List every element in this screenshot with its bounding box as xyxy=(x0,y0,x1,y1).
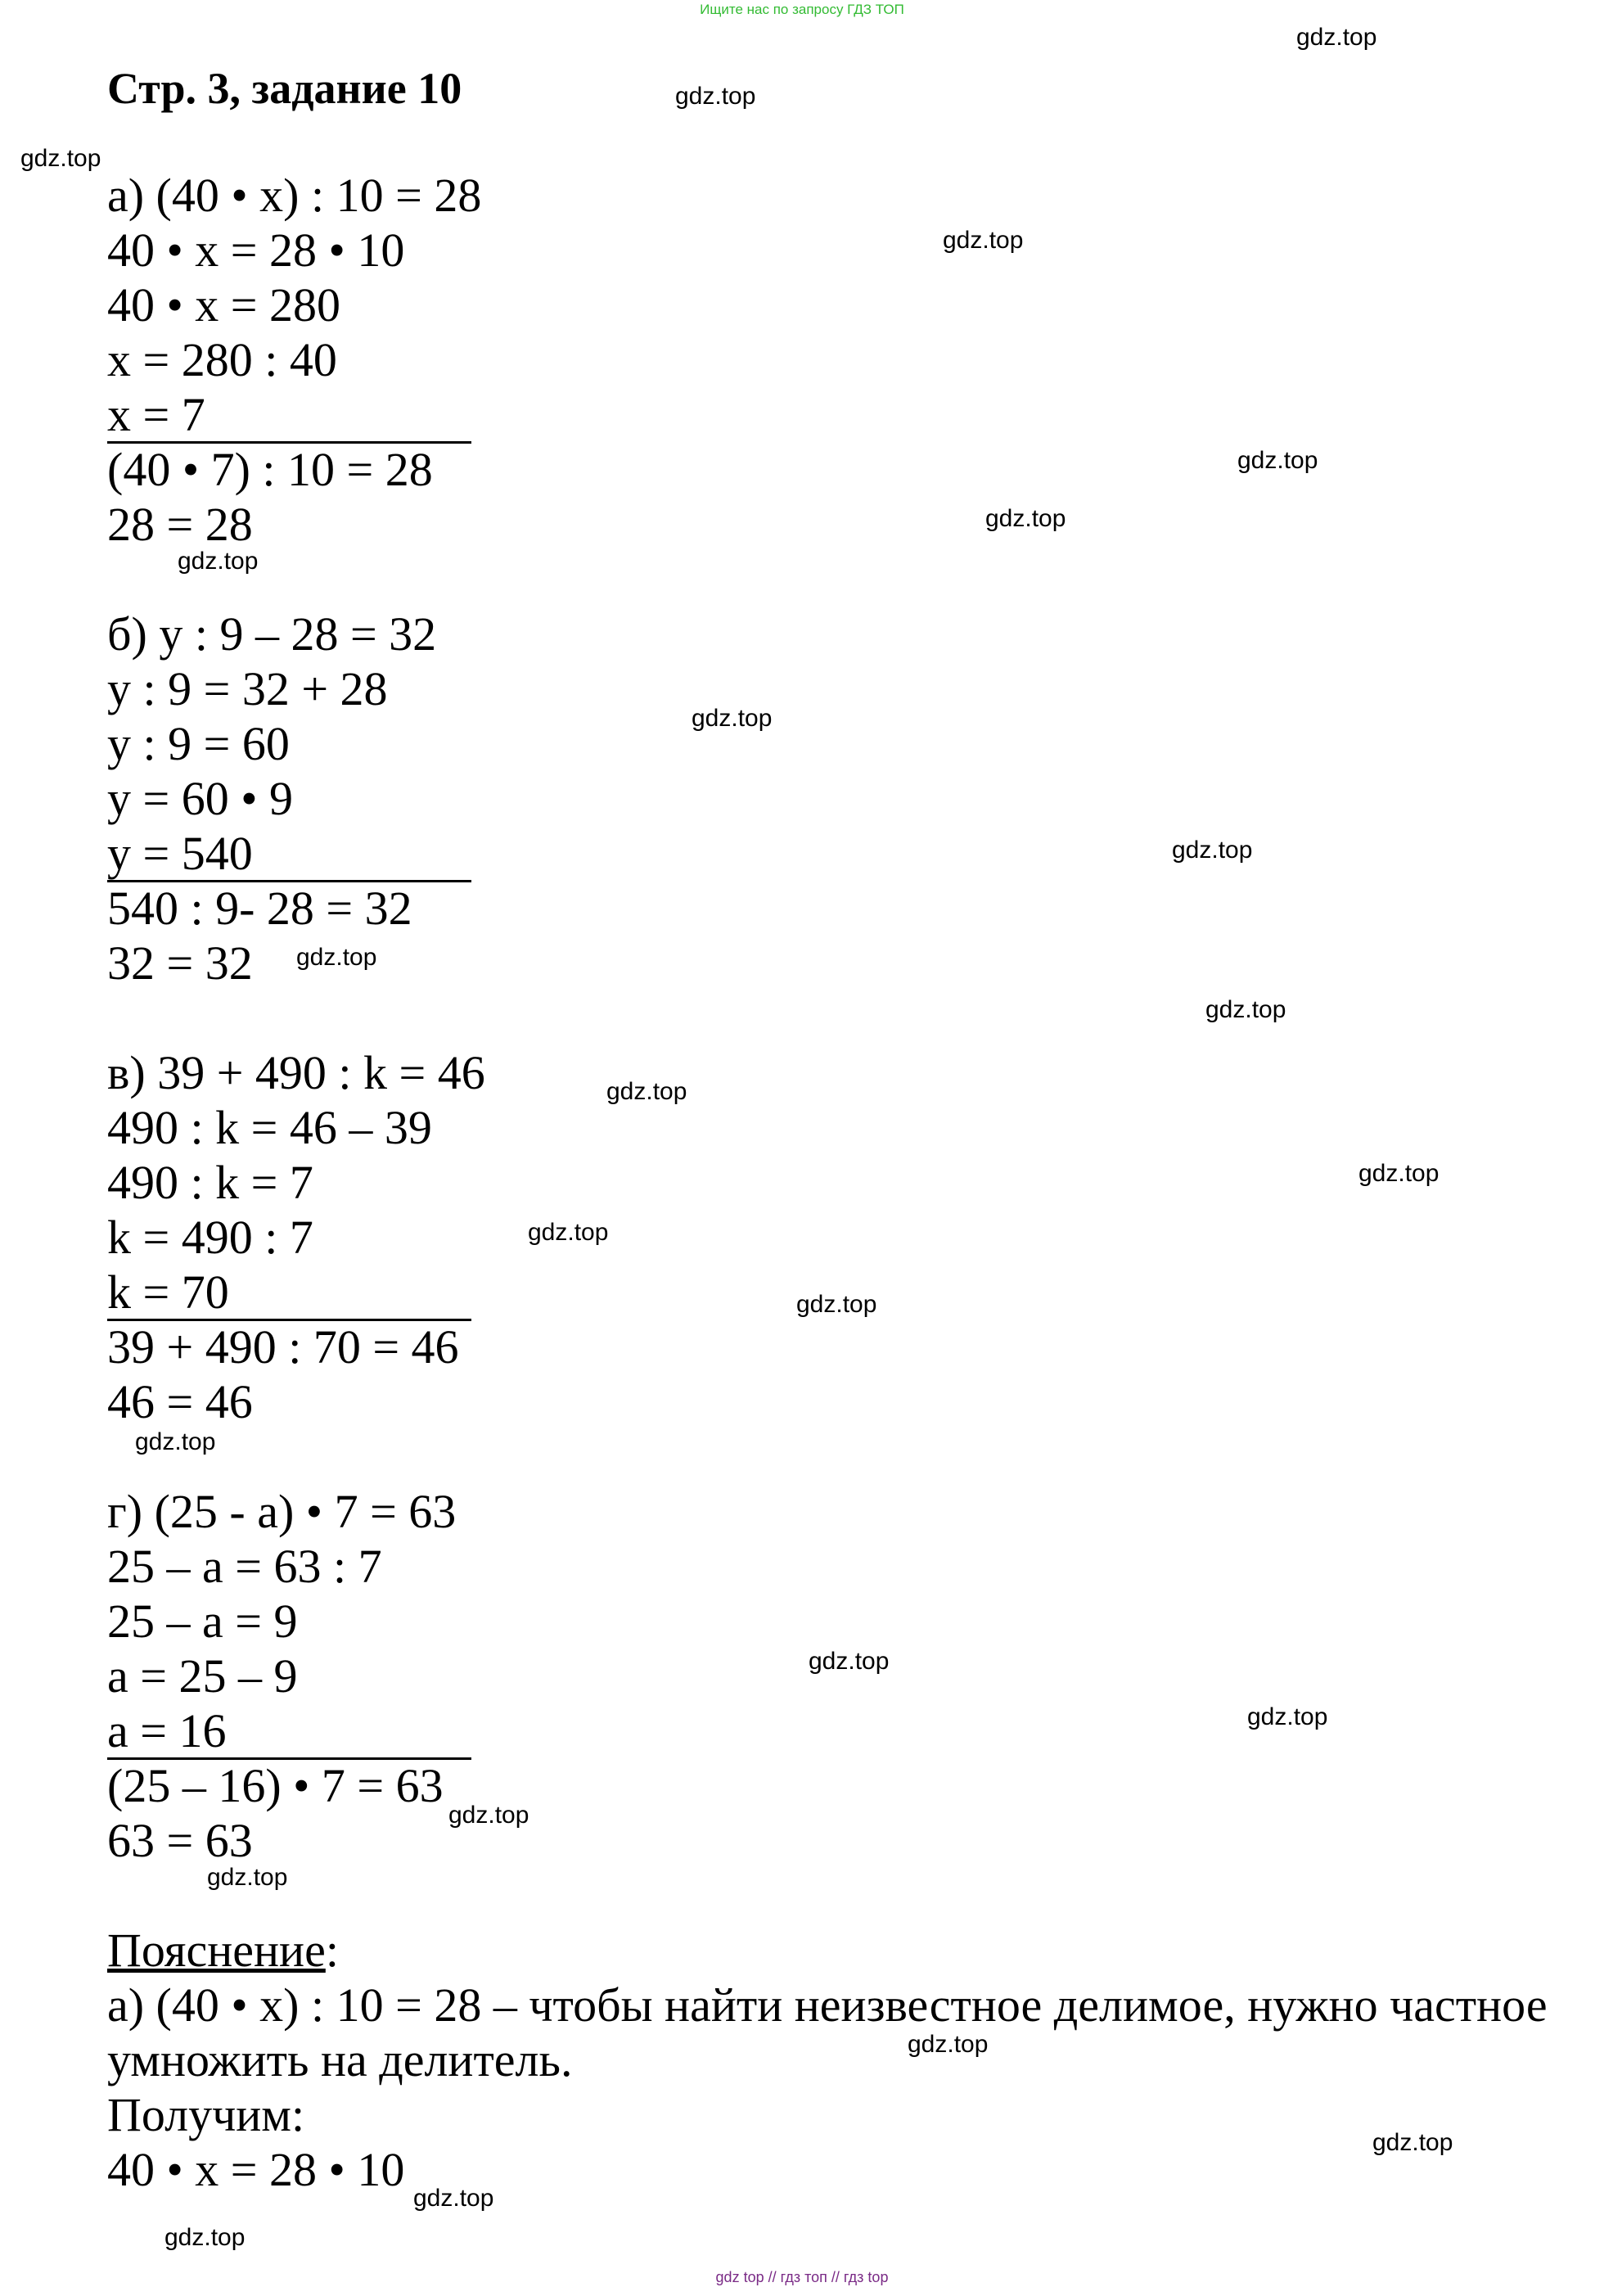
watermark: gdz.top xyxy=(528,1219,609,1246)
watermark: gdz.top xyxy=(985,505,1066,532)
watermark: gdz.top xyxy=(178,548,259,575)
watermark: gdz.top xyxy=(296,944,377,971)
watermark: gdz.top xyxy=(1247,1703,1328,1730)
watermark: gdz.top xyxy=(1172,837,1253,864)
watermark: gdz.top xyxy=(1372,2129,1453,2156)
explanation-heading-colon: : xyxy=(325,1924,339,1977)
task-a-check-1: (40 • 7) : 10 = 28 xyxy=(107,443,433,496)
task-g-line-4: a = 25 – 9 xyxy=(107,1649,298,1703)
task-b-check-1: 540 : 9- 28 = 32 xyxy=(107,882,412,935)
task-b-line-3: y : 9 = 60 xyxy=(107,717,290,770)
explanation-line-3: Получим: xyxy=(107,2088,305,2141)
watermark: gdz.top xyxy=(135,1428,216,1455)
task-g-line-5: a = 16 xyxy=(107,1704,227,1757)
task-v-line-4: k = 490 : 7 xyxy=(107,1211,313,1264)
watermark: gdz.top xyxy=(1296,24,1377,51)
task-a-line-1: а) (40 • x) : 10 = 28 xyxy=(107,169,482,222)
task-g-line-3: 25 – a = 9 xyxy=(107,1595,298,1648)
footer-note: gdz top // гдз топ // гдз top xyxy=(715,2269,889,2285)
task-v-check-2: 46 = 46 xyxy=(107,1375,253,1428)
task-v-check-1: 39 + 490 : 70 = 46 xyxy=(107,1320,459,1374)
explanation-line-1: а) (40 • x) : 10 = 28 – чтобы найти неизвестное делимое, нужно частное xyxy=(107,1978,1548,2032)
task-b-line-1: б) y : 9 – 28 = 32 xyxy=(107,607,437,661)
task-a-check-2: 28 = 28 xyxy=(107,498,253,551)
watermark: gdz.top xyxy=(908,2031,989,2058)
watermark: gdz.top xyxy=(809,1648,890,1675)
watermark: gdz.top xyxy=(20,145,101,172)
task-b-line-2: y : 9 = 32 + 28 xyxy=(107,662,388,715)
task-g-check-2: 63 = 63 xyxy=(107,1814,253,1867)
task-g-line-2: 25 – a = 63 : 7 xyxy=(107,1540,382,1593)
task-b-line-5: y = 540 xyxy=(107,827,253,880)
task-v-line-1: в) 39 + 490 : k = 46 xyxy=(107,1046,485,1099)
task-b-line-4: y = 60 • 9 xyxy=(107,772,294,825)
explanation-line-2: умножить на делитель. xyxy=(107,2033,573,2086)
explanation-heading: Пояснение xyxy=(107,1924,326,1977)
watermark: gdz.top xyxy=(675,83,756,110)
task-a-line-4: x = 280 : 40 xyxy=(107,333,337,386)
watermark: gdz.top xyxy=(606,1078,687,1105)
watermark: gdz.top xyxy=(448,1802,529,1829)
explanation-line-4: 40 • x = 28 • 10 xyxy=(107,2143,405,2196)
task-v-line-5: k = 70 xyxy=(107,1265,229,1319)
task-g-line-1: г) (25 - a) • 7 = 63 xyxy=(107,1485,457,1538)
watermark: gdz.top xyxy=(796,1291,877,1318)
watermark: gdz.top xyxy=(207,1864,288,1891)
task-a-line-5: x = 7 xyxy=(107,388,205,441)
watermark: gdz.top xyxy=(413,2185,494,2212)
task-v-line-2: 490 : k = 46 – 39 xyxy=(107,1101,432,1154)
explanation-heading-line xyxy=(107,1923,339,1978)
header-note: Ищите нас по запросу ГДЗ ТОП xyxy=(700,2,904,17)
watermark: gdz.top xyxy=(164,2224,246,2251)
watermark: gdz.top xyxy=(1237,447,1318,474)
watermark: gdz.top xyxy=(692,705,773,732)
task-b-check-2: 32 = 32 xyxy=(107,936,253,990)
task-a-line-2: 40 • x = 28 • 10 xyxy=(107,223,405,277)
watermark: gdz.top xyxy=(1205,996,1286,1023)
task-g-check-1: (25 – 16) • 7 = 63 xyxy=(107,1759,444,1812)
watermark: gdz.top xyxy=(1358,1160,1440,1187)
task-a-line-3: 40 • x = 280 xyxy=(107,278,341,332)
page-title: Стр. 3, задание 10 xyxy=(107,64,462,113)
task-v-line-3: 490 : k = 7 xyxy=(107,1156,313,1209)
watermark: gdz.top xyxy=(943,227,1024,254)
